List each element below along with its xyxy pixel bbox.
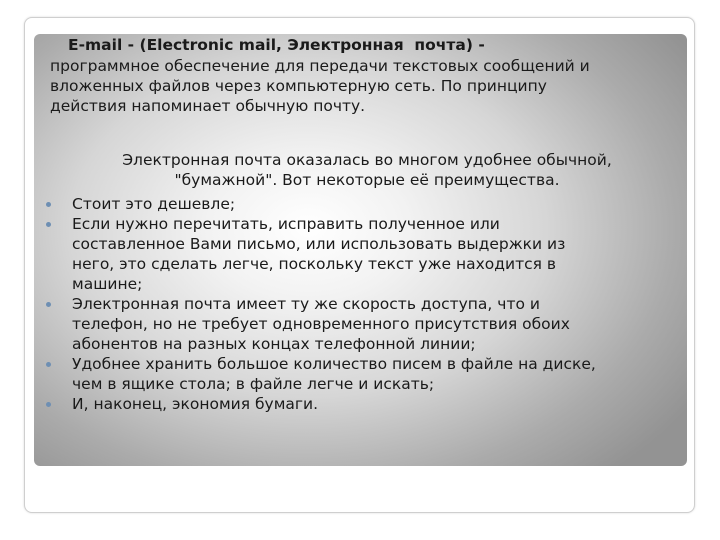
definition-line: действия напоминает обычную почту. — [50, 97, 366, 115]
intro-line: Электронная почта оказалась во многом удобнее обычной, — [122, 151, 612, 169]
list-item-line: абонентов на разных концах телефонной линии; — [72, 335, 476, 353]
list-item-line: машине; — [72, 275, 143, 293]
list-item — [46, 194, 676, 214]
list-item — [46, 354, 676, 394]
list-item-line: Удобнее хранить большое количество писем в файле на диске, — [72, 355, 596, 373]
list-item-line: И, наконец, экономия бумаги. — [72, 395, 319, 413]
list-item-line: Если нужно перечитать, исправить полученное или — [72, 215, 500, 233]
advantages-intro — [72, 150, 662, 190]
list-item — [46, 214, 676, 294]
bullet-dot-icon — [46, 302, 51, 307]
bullet-dot-icon — [46, 402, 51, 407]
list-item-line: Электронная почта имеет ту же скорость доступа, что и — [72, 295, 540, 313]
bullet-dot-icon — [46, 202, 51, 207]
list-item-line: него, это сделать легче, поскольку текст уже находится в — [72, 255, 557, 273]
intro-line: "бумажной". Вот некоторые её преимущества. — [174, 171, 560, 189]
bullet-dot-icon — [46, 362, 51, 367]
list-item — [46, 394, 676, 414]
definition-heading: E-mail - (Electronic mail, Электронная почта) - — [68, 36, 485, 54]
list-item-line: чем в ящике стола; в файле легче и искать; — [72, 375, 435, 393]
definition-body — [50, 56, 680, 116]
advantages-list — [46, 194, 676, 414]
definition-line: вложенных файлов через компьютерную сеть. По принципу — [50, 77, 547, 95]
list-item — [46, 294, 676, 354]
list-item-line: Стоит это дешевле; — [72, 195, 236, 213]
list-item-line: телефон, но не требует одновременного присутствия обоих — [72, 315, 570, 333]
list-item-line: составленное Вами письмо, или использовать выдержки из — [72, 235, 566, 253]
bullet-dot-icon — [46, 222, 51, 227]
definition-line: программное обеспечение для передачи текстовых сообщений и — [50, 57, 590, 75]
